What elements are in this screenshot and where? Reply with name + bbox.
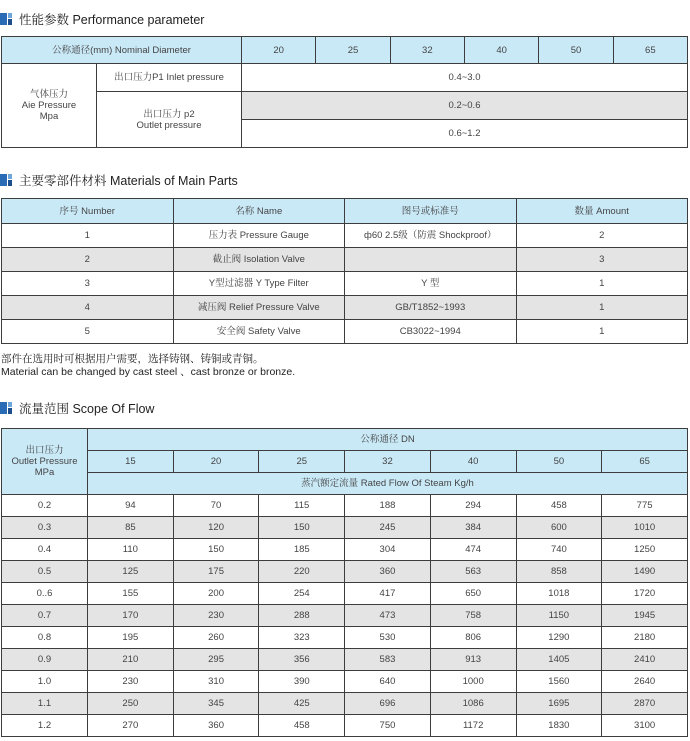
flow-cell: 360 bbox=[173, 715, 259, 737]
diameter-cell: 65 bbox=[613, 37, 687, 64]
inlet-row bbox=[2, 64, 688, 92]
table-row bbox=[2, 224, 688, 248]
dn-cell: 50 bbox=[516, 451, 602, 473]
diameter-cell: 25 bbox=[316, 37, 390, 64]
flow-cell: 150 bbox=[259, 517, 345, 539]
section-square-icon bbox=[0, 13, 12, 25]
flow-cell: 230 bbox=[88, 671, 174, 693]
note-chinese: 部件在选用时可根据用户需要，选择铸钢、铸铜或青铜。 bbox=[1, 353, 264, 365]
flow-cell: 1172 bbox=[430, 715, 516, 737]
flow-cell: 254 bbox=[259, 583, 345, 605]
table-row bbox=[2, 539, 688, 561]
flow-cell: 260 bbox=[173, 627, 259, 649]
diameter-row bbox=[2, 37, 688, 64]
flow-cell: 220 bbox=[259, 561, 345, 583]
flow-cell: 155 bbox=[88, 583, 174, 605]
performance-title-text: 性能参数 Performance parameter bbox=[19, 13, 205, 27]
table-cell: Y 型 bbox=[345, 272, 517, 296]
flow-cell: 200 bbox=[173, 583, 259, 605]
table-row bbox=[2, 715, 688, 737]
outlet-label: 出口压力 p2 Outlet pressure bbox=[97, 92, 242, 148]
dn-cell: 40 bbox=[430, 451, 516, 473]
pressure-cell: 1.0 bbox=[2, 671, 88, 693]
flow-cell: 345 bbox=[173, 693, 259, 715]
flow-cell: 185 bbox=[259, 539, 345, 561]
performance-section-title bbox=[0, 10, 204, 28]
table-row bbox=[2, 693, 688, 715]
table-cell: 减压阀 Relief Pressure Valve bbox=[173, 296, 345, 320]
flow-cell: 2180 bbox=[602, 627, 688, 649]
flow-cell: 650 bbox=[430, 583, 516, 605]
table-cell: 2 bbox=[2, 248, 174, 272]
diameter-cell: 50 bbox=[539, 37, 613, 64]
pressure-cell: 0.8 bbox=[2, 627, 88, 649]
flow-cell: 125 bbox=[88, 561, 174, 583]
flow-cell: 1945 bbox=[602, 605, 688, 627]
rated-flow-row bbox=[2, 473, 688, 495]
dn-label-row bbox=[2, 429, 688, 451]
performance-table bbox=[1, 36, 688, 148]
diameter-label: 公称通径(mm) Nominal Diameter bbox=[2, 37, 242, 64]
flow-cell: 294 bbox=[430, 495, 516, 517]
dn-cell: 15 bbox=[88, 451, 174, 473]
note-english: Material can be changed by cast steel 、cast bronze or bronze. bbox=[1, 366, 296, 378]
flow-cell: 356 bbox=[259, 649, 345, 671]
flow-cell: 245 bbox=[345, 517, 431, 539]
dn-cell: 20 bbox=[173, 451, 259, 473]
table-row bbox=[2, 320, 688, 344]
outlet-row bbox=[2, 92, 688, 120]
flow-cell: 295 bbox=[173, 649, 259, 671]
pressure-cell: 0.9 bbox=[2, 649, 88, 671]
table-cell: 5 bbox=[2, 320, 174, 344]
table-cell: ф60 2.5级（防震 Shockproof） bbox=[345, 224, 517, 248]
diameter-cell: 40 bbox=[465, 37, 539, 64]
flow-cell: 1490 bbox=[602, 561, 688, 583]
flow-cell: 288 bbox=[259, 605, 345, 627]
flow-cell: 696 bbox=[345, 693, 431, 715]
flow-cell: 230 bbox=[173, 605, 259, 627]
flow-cell: 806 bbox=[430, 627, 516, 649]
flow-cell: 323 bbox=[259, 627, 345, 649]
flow-cell: 94 bbox=[88, 495, 174, 517]
table-cell: Y型过滤器 Y Type Filter bbox=[173, 272, 345, 296]
table-cell: 1 bbox=[2, 224, 174, 248]
table-cell: 1 bbox=[516, 296, 688, 320]
flow-cell: 750 bbox=[345, 715, 431, 737]
pressure-cell: 0..6 bbox=[2, 583, 88, 605]
flow-cell: 1086 bbox=[430, 693, 516, 715]
flow-table bbox=[1, 428, 688, 737]
flow-cell: 2870 bbox=[602, 693, 688, 715]
flow-cell: 640 bbox=[345, 671, 431, 693]
table-cell: 1 bbox=[516, 272, 688, 296]
inlet-label: 出口压力P1 Inlet pressure bbox=[97, 64, 242, 92]
table-cell: 1 bbox=[516, 320, 688, 344]
outlet-value: 0.6~1.2 bbox=[242, 120, 688, 148]
flow-cell: 210 bbox=[88, 649, 174, 671]
flow-cell: 1150 bbox=[516, 605, 602, 627]
table-row bbox=[2, 627, 688, 649]
flow-cell: 563 bbox=[430, 561, 516, 583]
flow-cell: 458 bbox=[259, 715, 345, 737]
dn-cell: 65 bbox=[602, 451, 688, 473]
flow-cell: 583 bbox=[345, 649, 431, 671]
flow-cell: 1290 bbox=[516, 627, 602, 649]
material-note bbox=[1, 353, 295, 379]
flow-section-title bbox=[0, 399, 154, 417]
dn-label: 公称通径 DN bbox=[88, 429, 688, 451]
flow-cell: 1018 bbox=[516, 583, 602, 605]
table-row bbox=[2, 671, 688, 693]
flow-cell: 474 bbox=[430, 539, 516, 561]
pressure-cell: 0.2 bbox=[2, 495, 88, 517]
flow-cell: 758 bbox=[430, 605, 516, 627]
outlet-value: 0.2~0.6 bbox=[242, 92, 688, 120]
flow-cell: 3100 bbox=[602, 715, 688, 737]
flow-cell: 1405 bbox=[516, 649, 602, 671]
flow-cell: 473 bbox=[345, 605, 431, 627]
column-header: 名称 Name bbox=[173, 199, 345, 224]
flow-cell: 115 bbox=[259, 495, 345, 517]
flow-cell: 304 bbox=[345, 539, 431, 561]
pressure-cell: 1.1 bbox=[2, 693, 88, 715]
flow-cell: 70 bbox=[173, 495, 259, 517]
table-cell: 2 bbox=[516, 224, 688, 248]
flow-cell: 913 bbox=[430, 649, 516, 671]
pressure-cell: 0.5 bbox=[2, 561, 88, 583]
column-header: 数量 Amount bbox=[516, 199, 688, 224]
flow-cell: 1010 bbox=[602, 517, 688, 539]
table-row bbox=[2, 517, 688, 539]
table-cell: GB/T1852~1993 bbox=[345, 296, 517, 320]
flow-cell: 360 bbox=[345, 561, 431, 583]
rated-flow-label: 蒸汽额定流量 Rated Flow Of Steam Kg/h bbox=[88, 473, 688, 495]
flow-cell: 1250 bbox=[602, 539, 688, 561]
flow-cell: 458 bbox=[516, 495, 602, 517]
diameter-cell: 20 bbox=[242, 37, 316, 64]
flow-cell: 2410 bbox=[602, 649, 688, 671]
materials-section-title bbox=[0, 171, 238, 189]
table-row bbox=[2, 272, 688, 296]
table-cell: 安全阀 Safety Valve bbox=[173, 320, 345, 344]
flow-cell: 1560 bbox=[516, 671, 602, 693]
flow-cell: 250 bbox=[88, 693, 174, 715]
gas-pressure-label: 气体压力 Aie Pressure Mpa bbox=[2, 64, 97, 148]
flow-cell: 310 bbox=[173, 671, 259, 693]
flow-cell: 270 bbox=[88, 715, 174, 737]
table-row bbox=[2, 561, 688, 583]
flow-cell: 1830 bbox=[516, 715, 602, 737]
flow-cell: 775 bbox=[602, 495, 688, 517]
flow-cell: 425 bbox=[259, 693, 345, 715]
section-square-icon bbox=[0, 174, 12, 186]
table-row bbox=[2, 248, 688, 272]
table-row bbox=[2, 495, 688, 517]
flow-cell: 600 bbox=[516, 517, 602, 539]
dn-values-row bbox=[2, 451, 688, 473]
table-row bbox=[2, 583, 688, 605]
flow-cell: 170 bbox=[88, 605, 174, 627]
column-header: 序号 Number bbox=[2, 199, 174, 224]
flow-cell: 1695 bbox=[516, 693, 602, 715]
table-cell: 3 bbox=[516, 248, 688, 272]
flow-cell: 188 bbox=[345, 495, 431, 517]
table-row bbox=[2, 605, 688, 627]
table-cell: 4 bbox=[2, 296, 174, 320]
flow-cell: 85 bbox=[88, 517, 174, 539]
flow-cell: 195 bbox=[88, 627, 174, 649]
flow-cell: 1000 bbox=[430, 671, 516, 693]
table-cell: 压力表 Pressure Gauge bbox=[173, 224, 345, 248]
table-cell: 截止阀 Isolation Valve bbox=[173, 248, 345, 272]
materials-table bbox=[1, 198, 688, 344]
pressure-cell: 0.4 bbox=[2, 539, 88, 561]
flow-cell: 530 bbox=[345, 627, 431, 649]
outlet-pressure-header: 出口压力 Outlet Pressure MPa bbox=[2, 429, 88, 495]
diameter-cell: 32 bbox=[390, 37, 464, 64]
flow-cell: 110 bbox=[88, 539, 174, 561]
materials-header-row bbox=[2, 199, 688, 224]
flow-cell: 150 bbox=[173, 539, 259, 561]
table-cell bbox=[345, 248, 517, 272]
table-cell: 3 bbox=[2, 272, 174, 296]
flow-cell: 858 bbox=[516, 561, 602, 583]
table-cell: CB3022~1994 bbox=[345, 320, 517, 344]
materials-title-text: 主要零部件材料 Materials of Main Parts bbox=[19, 174, 238, 188]
dn-cell: 32 bbox=[345, 451, 431, 473]
flow-cell: 384 bbox=[430, 517, 516, 539]
flow-cell: 417 bbox=[345, 583, 431, 605]
materials-body bbox=[2, 224, 688, 344]
table-row bbox=[2, 649, 688, 671]
flow-cell: 390 bbox=[259, 671, 345, 693]
flow-cell: 175 bbox=[173, 561, 259, 583]
flow-body bbox=[2, 495, 688, 737]
flow-title-text: 流量范围 Scope Of Flow bbox=[19, 402, 155, 416]
table-row bbox=[2, 296, 688, 320]
dn-cell: 25 bbox=[259, 451, 345, 473]
inlet-value: 0.4~3.0 bbox=[242, 64, 688, 92]
section-square-icon bbox=[0, 402, 12, 414]
pressure-cell: 0.3 bbox=[2, 517, 88, 539]
pressure-cell: 1.2 bbox=[2, 715, 88, 737]
flow-cell: 2640 bbox=[602, 671, 688, 693]
flow-cell: 740 bbox=[516, 539, 602, 561]
flow-cell: 1720 bbox=[602, 583, 688, 605]
pressure-cell: 0.7 bbox=[2, 605, 88, 627]
flow-cell: 120 bbox=[173, 517, 259, 539]
column-header: 图号或标准号 bbox=[345, 199, 517, 224]
